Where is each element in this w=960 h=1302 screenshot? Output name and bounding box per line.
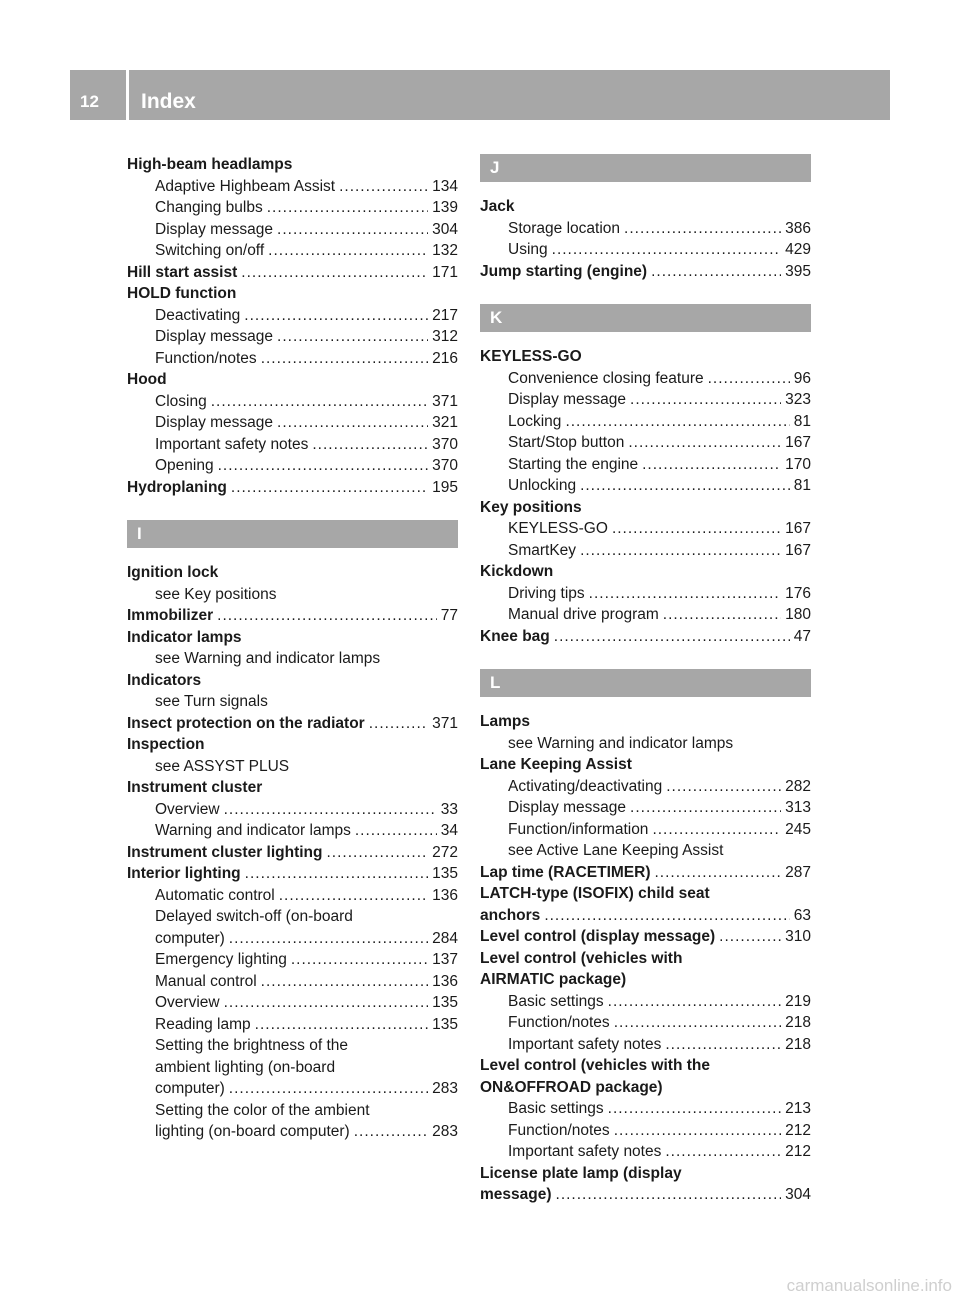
page-title: Index — [141, 90, 196, 113]
index-subentry[interactable] — [480, 840, 811, 862]
entry-text: Insect protection on the radiator — [127, 714, 365, 732]
index-subentry[interactable] — [127, 305, 458, 327]
entry-page: 304 — [432, 220, 458, 238]
dot-leader — [556, 1184, 782, 1206]
index-subentry[interactable] — [127, 799, 458, 821]
dot-leader — [355, 820, 437, 842]
index-entry[interactable] — [480, 261, 811, 283]
index-subentry[interactable] — [127, 1121, 458, 1143]
entry-text: Hydroplaning — [127, 478, 227, 496]
entry-text: Manual control — [155, 972, 257, 990]
dot-leader — [589, 583, 781, 605]
entry-text: ambient lighting (on-board — [155, 1058, 336, 1076]
index-entry[interactable] — [127, 154, 458, 176]
entry-text: Adaptive Highbeam Assist — [155, 177, 336, 195]
index-entry[interactable] — [480, 948, 811, 970]
entry-text: SmartKey — [508, 541, 577, 559]
entry-text: Overview — [155, 994, 220, 1011]
entry-text: Lane Keeping Assist — [480, 756, 632, 773]
index-subentry[interactable] — [127, 691, 458, 713]
entry-text: Instrument cluster — [127, 779, 263, 796]
index-subentry[interactable] — [127, 1057, 458, 1079]
entry-text: see Key positions — [155, 585, 277, 603]
dot-leader — [261, 971, 428, 993]
entry-text: Instrument cluster lighting — [127, 843, 323, 861]
dot-leader — [614, 1012, 781, 1034]
entry-page: 284 — [432, 929, 458, 947]
entry-page: 371 — [432, 392, 458, 410]
index-entry[interactable] — [480, 346, 811, 368]
entry-page: 287 — [785, 863, 811, 881]
index-entry[interactable] — [480, 1184, 811, 1206]
index-subentry[interactable] — [127, 949, 458, 971]
entry-page: 219 — [785, 992, 811, 1010]
index-entry[interactable] — [127, 262, 458, 284]
entry-text: Level control (display message) — [480, 928, 716, 945]
entry-text: Interior lighting — [127, 865, 241, 882]
entry-text: Unlocking — [508, 477, 577, 494]
entry-page: 395 — [785, 262, 811, 280]
entry-text: computer) — [155, 1080, 225, 1097]
index-entry[interactable] — [127, 562, 458, 584]
dot-leader — [630, 389, 781, 411]
entry-page: 63 — [793, 906, 811, 924]
entry-text: Switching on/off — [155, 242, 265, 259]
entry-text: see Warning and indicator lamps — [508, 734, 734, 752]
index-entry[interactable] — [127, 369, 458, 391]
dot-leader — [261, 348, 428, 370]
index-entry[interactable] — [127, 283, 458, 305]
index-entry[interactable] — [480, 711, 811, 733]
index-subentry[interactable] — [127, 928, 458, 950]
entry-page: 371 — [432, 714, 458, 732]
index-subentry[interactable] — [127, 756, 458, 778]
entry-text: Kickdown — [480, 563, 554, 580]
entry-page: 217 — [432, 306, 458, 324]
dot-leader — [624, 218, 781, 240]
entry-text: Setting the brightness of the — [155, 1037, 349, 1054]
entry-text: Overview — [155, 800, 220, 818]
entry-page: 77 — [440, 607, 458, 624]
entry-text: ON&OFFROAD package) — [480, 1078, 663, 1096]
index-subentry[interactable] — [127, 820, 458, 842]
entry-page: 135 — [432, 1015, 458, 1033]
entry-text: Warning and indicator lamps — [155, 822, 351, 839]
index-subentry[interactable] — [480, 389, 811, 411]
entry-text: Closing — [155, 392, 207, 410]
dot-leader — [552, 239, 781, 261]
entry-page: 212 — [785, 1121, 811, 1139]
dot-leader — [665, 1141, 781, 1163]
index-subentry[interactable] — [480, 239, 811, 261]
dot-leader — [651, 261, 781, 283]
entry-page: 137 — [432, 951, 458, 968]
entry-page: 272 — [432, 843, 458, 861]
entry-text: Hill start assist — [127, 263, 238, 281]
index-subentry[interactable] — [127, 219, 458, 241]
entry-page: 370 — [432, 435, 458, 453]
index-subentry[interactable] — [480, 1141, 811, 1163]
dot-leader — [369, 713, 428, 735]
index-subentry[interactable] — [480, 218, 811, 240]
entry-text: Hood — [127, 371, 167, 388]
entry-page: 180 — [785, 606, 811, 623]
index-entry[interactable] — [480, 497, 811, 519]
dot-leader — [241, 262, 428, 284]
entry-text: Function/notes — [508, 1014, 610, 1031]
index-entry[interactable] — [127, 863, 458, 885]
dot-leader — [663, 604, 781, 626]
entry-text: see ASSYST PLUS — [155, 757, 290, 775]
index-entry[interactable] — [480, 905, 811, 927]
dot-leader — [544, 905, 789, 927]
dot-leader — [719, 926, 781, 948]
index-entry[interactable] — [127, 777, 458, 799]
entry-text: Locking — [508, 412, 562, 430]
dot-leader — [217, 605, 437, 627]
index-subentry[interactable] — [127, 434, 458, 456]
entry-text: Function/information — [508, 820, 649, 838]
index-subentry[interactable] — [127, 176, 458, 198]
dot-leader — [354, 1121, 428, 1143]
dot-leader — [291, 949, 428, 971]
entry-page: 218 — [785, 1035, 811, 1053]
dot-leader — [652, 819, 781, 841]
entry-page: 136 — [432, 886, 458, 904]
letter-heading: L — [480, 669, 811, 697]
index-subentry[interactable] — [480, 454, 811, 476]
dot-leader — [665, 1034, 781, 1056]
entry-text: Immobilizer — [127, 607, 214, 624]
index-entry[interactable] — [480, 196, 811, 218]
index-entry[interactable] — [127, 842, 458, 864]
entry-text: Display message — [155, 328, 274, 345]
index-subentry[interactable] — [480, 1098, 811, 1120]
dot-leader — [628, 432, 781, 454]
dot-leader — [224, 799, 437, 821]
entry-text: Setting the color of the ambient — [155, 1101, 370, 1119]
entry-page: 313 — [785, 799, 811, 816]
entry-text: Using — [508, 241, 548, 258]
entry-page: 321 — [432, 414, 458, 431]
dot-leader — [312, 434, 428, 456]
entry-text: Start/Stop button — [508, 434, 625, 451]
index-entry[interactable] — [480, 969, 811, 991]
entry-page: 170 — [785, 455, 811, 473]
dot-leader — [277, 326, 428, 348]
index-subentry[interactable] — [480, 819, 811, 841]
entry-text: Manual drive program — [508, 606, 659, 623]
index-subentry[interactable] — [480, 991, 811, 1013]
entry-page: 429 — [785, 241, 811, 258]
dot-leader — [655, 862, 782, 884]
entry-page: 134 — [432, 177, 458, 195]
entry-text: Delayed switch-off (on-board — [155, 908, 353, 925]
index-subentry[interactable] — [480, 540, 811, 562]
entry-page: 34 — [440, 822, 458, 839]
dot-leader — [614, 1120, 781, 1142]
index-entry[interactable] — [480, 926, 811, 948]
dot-leader — [277, 412, 428, 434]
index-subentry[interactable] — [127, 584, 458, 606]
entry-text: Function/notes — [155, 349, 257, 367]
index-subentry[interactable] — [480, 368, 811, 390]
entry-page: 33 — [440, 800, 458, 818]
dot-leader — [267, 197, 428, 219]
entry-page: 167 — [785, 541, 811, 559]
entry-page: 304 — [785, 1186, 811, 1203]
dot-leader — [255, 1014, 428, 1036]
index-subentry[interactable] — [480, 1034, 811, 1056]
entry-text: AIRMATIC package) — [480, 971, 627, 988]
index-entry[interactable] — [127, 627, 458, 649]
entry-text: Activating/deactivating — [508, 777, 663, 795]
entry-text: see Active Lane Keeping Assist — [508, 842, 724, 859]
dot-leader — [630, 797, 781, 819]
entry-text: Opening — [155, 457, 214, 474]
entry-page: 96 — [793, 369, 811, 387]
dot-leader — [244, 305, 428, 327]
index-subentry[interactable] — [127, 1035, 458, 1057]
entry-page: 245 — [785, 820, 811, 838]
index-subentry[interactable] — [480, 518, 811, 540]
index-subentry[interactable] — [480, 411, 811, 433]
entry-page: 370 — [432, 457, 458, 474]
index-subentry[interactable] — [127, 348, 458, 370]
entry-page: 213 — [785, 1100, 811, 1117]
dot-leader — [218, 455, 429, 477]
index-entry[interactable] — [480, 1077, 811, 1099]
entry-text: Changing bulbs — [155, 199, 263, 216]
entry-text: Knee bag — [480, 627, 550, 645]
entry-page: 81 — [793, 412, 811, 430]
index-subentry[interactable] — [480, 797, 811, 819]
dot-leader — [326, 842, 428, 864]
entry-text: Level control (vehicles with — [480, 949, 683, 967]
entry-page: 139 — [432, 199, 458, 216]
entry-text: Display message — [155, 220, 274, 238]
dot-leader — [339, 176, 428, 198]
entry-text: Automatic control — [155, 886, 275, 904]
entry-text: anchors — [480, 906, 541, 924]
index-entry[interactable] — [480, 754, 811, 776]
entry-page: 283 — [432, 1080, 458, 1097]
dot-leader — [608, 1098, 781, 1120]
dot-leader — [229, 928, 428, 950]
entry-page: 167 — [785, 434, 811, 451]
entry-page: 195 — [432, 478, 458, 496]
dot-leader — [268, 240, 428, 262]
letter-heading: K — [480, 304, 811, 332]
index-subentry[interactable] — [127, 1078, 458, 1100]
index-subentry[interactable] — [127, 648, 458, 670]
dot-leader — [580, 540, 781, 562]
entry-text: Deactivating — [155, 306, 241, 324]
index-subentry[interactable] — [127, 240, 458, 262]
entry-page: 218 — [785, 1014, 811, 1031]
entry-text: Display message — [155, 414, 274, 431]
entry-text: Level control (vehicles with the — [480, 1057, 710, 1074]
entry-page: 216 — [432, 349, 458, 367]
entry-text: lighting (on-board computer) — [155, 1123, 350, 1140]
entry-text: Display message — [508, 799, 627, 816]
entry-page: 282 — [785, 777, 811, 795]
index-subentry[interactable] — [480, 776, 811, 798]
entry-page: 81 — [793, 477, 811, 494]
entry-text: LATCH-type (ISOFIX) child seat — [480, 885, 710, 902]
index-subentry[interactable] — [480, 604, 811, 626]
index-subentry[interactable] — [480, 733, 811, 755]
entry-text: Storage location — [508, 219, 621, 237]
dot-leader — [211, 391, 428, 413]
entry-text: Function/notes — [508, 1121, 610, 1139]
dot-leader — [229, 1078, 428, 1100]
entry-text: KEYLESS-GO — [480, 348, 582, 365]
entry-page: 171 — [432, 263, 458, 281]
index-entry[interactable] — [127, 670, 458, 692]
dot-leader — [554, 626, 790, 648]
dot-leader — [565, 411, 789, 433]
entry-text: Convenience closing feature — [508, 369, 704, 387]
index-column-right — [480, 154, 811, 1206]
index-subentry[interactable] — [127, 906, 458, 928]
index-entry[interactable] — [127, 605, 458, 627]
entry-page: 310 — [785, 928, 811, 945]
index-entry[interactable] — [480, 1163, 811, 1185]
entry-page: 136 — [432, 972, 458, 990]
entry-text: Jump starting (engine) — [480, 262, 648, 280]
dot-leader — [279, 885, 428, 907]
index-subentry[interactable] — [127, 1100, 458, 1122]
dot-leader — [231, 477, 428, 499]
index-column-left — [127, 154, 458, 1143]
entry-text: Driving tips — [508, 584, 585, 602]
index-subentry[interactable] — [127, 971, 458, 993]
entry-text: Important safety notes — [508, 1143, 662, 1160]
entry-text: Lap time (RACETIMER) — [480, 863, 651, 881]
index-subentry[interactable] — [480, 432, 811, 454]
index-entry[interactable] — [480, 883, 811, 905]
entry-text: see Warning and indicator lamps — [155, 650, 381, 667]
index-entry[interactable] — [127, 713, 458, 735]
entry-text: KEYLESS-GO — [508, 520, 608, 537]
dot-leader — [224, 992, 429, 1014]
entry-text: Lamps — [480, 713, 530, 730]
index-subentry[interactable] — [480, 1120, 811, 1142]
watermark: carmanualsonline.info — [786, 1276, 952, 1295]
dot-leader — [608, 991, 781, 1013]
entry-text: Indicators — [127, 671, 202, 689]
entry-page: 47 — [793, 627, 811, 645]
entry-text: Important safety notes — [508, 1035, 662, 1053]
index-subentry[interactable] — [127, 1014, 458, 1036]
index-subentry[interactable] — [480, 1012, 811, 1034]
index-subentry[interactable] — [127, 391, 458, 413]
index-subentry[interactable] — [127, 326, 458, 348]
entry-text: see Turn signals — [155, 693, 268, 710]
index-entry[interactable] — [480, 561, 811, 583]
page-number: 12 — [80, 92, 99, 111]
entry-text: Important safety notes — [155, 435, 309, 453]
entry-page: 323 — [785, 391, 811, 408]
index-subentry[interactable] — [127, 455, 458, 477]
dot-leader — [642, 454, 781, 476]
header-divider — [126, 70, 129, 120]
dot-leader — [612, 518, 781, 540]
entry-page: 167 — [785, 520, 811, 537]
entry-text: computer) — [155, 929, 225, 947]
index-entry[interactable] — [480, 862, 811, 884]
dot-leader — [666, 776, 781, 798]
entry-text: Key positions — [480, 498, 582, 516]
index-entry[interactable] — [127, 477, 458, 499]
index-entry[interactable] — [127, 734, 458, 756]
letter-heading: I — [127, 520, 458, 548]
index-subentry[interactable] — [480, 475, 811, 497]
entry-text: Ignition lock — [127, 564, 219, 581]
index-subentry[interactable] — [127, 885, 458, 907]
entry-page: 176 — [785, 584, 811, 602]
entry-text: message) — [480, 1186, 552, 1203]
entry-text: HOLD function — [127, 285, 237, 302]
letter-heading: J — [480, 154, 811, 182]
entry-text: Jack — [480, 198, 515, 215]
entry-text: Reading lamp — [155, 1015, 251, 1033]
entry-page: 135 — [432, 865, 458, 882]
entry-text: Basic settings — [508, 1100, 604, 1117]
dot-leader — [580, 475, 790, 497]
index-subentry[interactable] — [480, 583, 811, 605]
dot-leader — [708, 368, 790, 390]
entry-text: Basic settings — [508, 992, 604, 1010]
entry-text: Inspection — [127, 736, 205, 753]
entry-text: License plate lamp (display — [480, 1164, 682, 1182]
entry-text: Emergency lighting — [155, 951, 287, 968]
index-subentry[interactable] — [127, 992, 458, 1014]
entry-page: 312 — [432, 328, 458, 345]
index-entry[interactable] — [480, 626, 811, 648]
index-subentry[interactable] — [127, 197, 458, 219]
entry-page: 212 — [785, 1143, 811, 1160]
index-entry[interactable] — [480, 1055, 811, 1077]
index-subentry[interactable] — [127, 412, 458, 434]
entry-text: Display message — [508, 391, 627, 408]
dot-leader — [277, 219, 428, 241]
entry-page: 283 — [432, 1123, 458, 1140]
entry-text: Indicator lamps — [127, 628, 242, 646]
entry-text: High-beam headlamps — [127, 156, 293, 173]
dot-leader — [245, 863, 428, 885]
entry-page: 135 — [432, 994, 458, 1011]
entry-page: 386 — [785, 219, 811, 237]
entry-page: 132 — [432, 242, 458, 259]
entry-text: Starting the engine — [508, 455, 639, 473]
